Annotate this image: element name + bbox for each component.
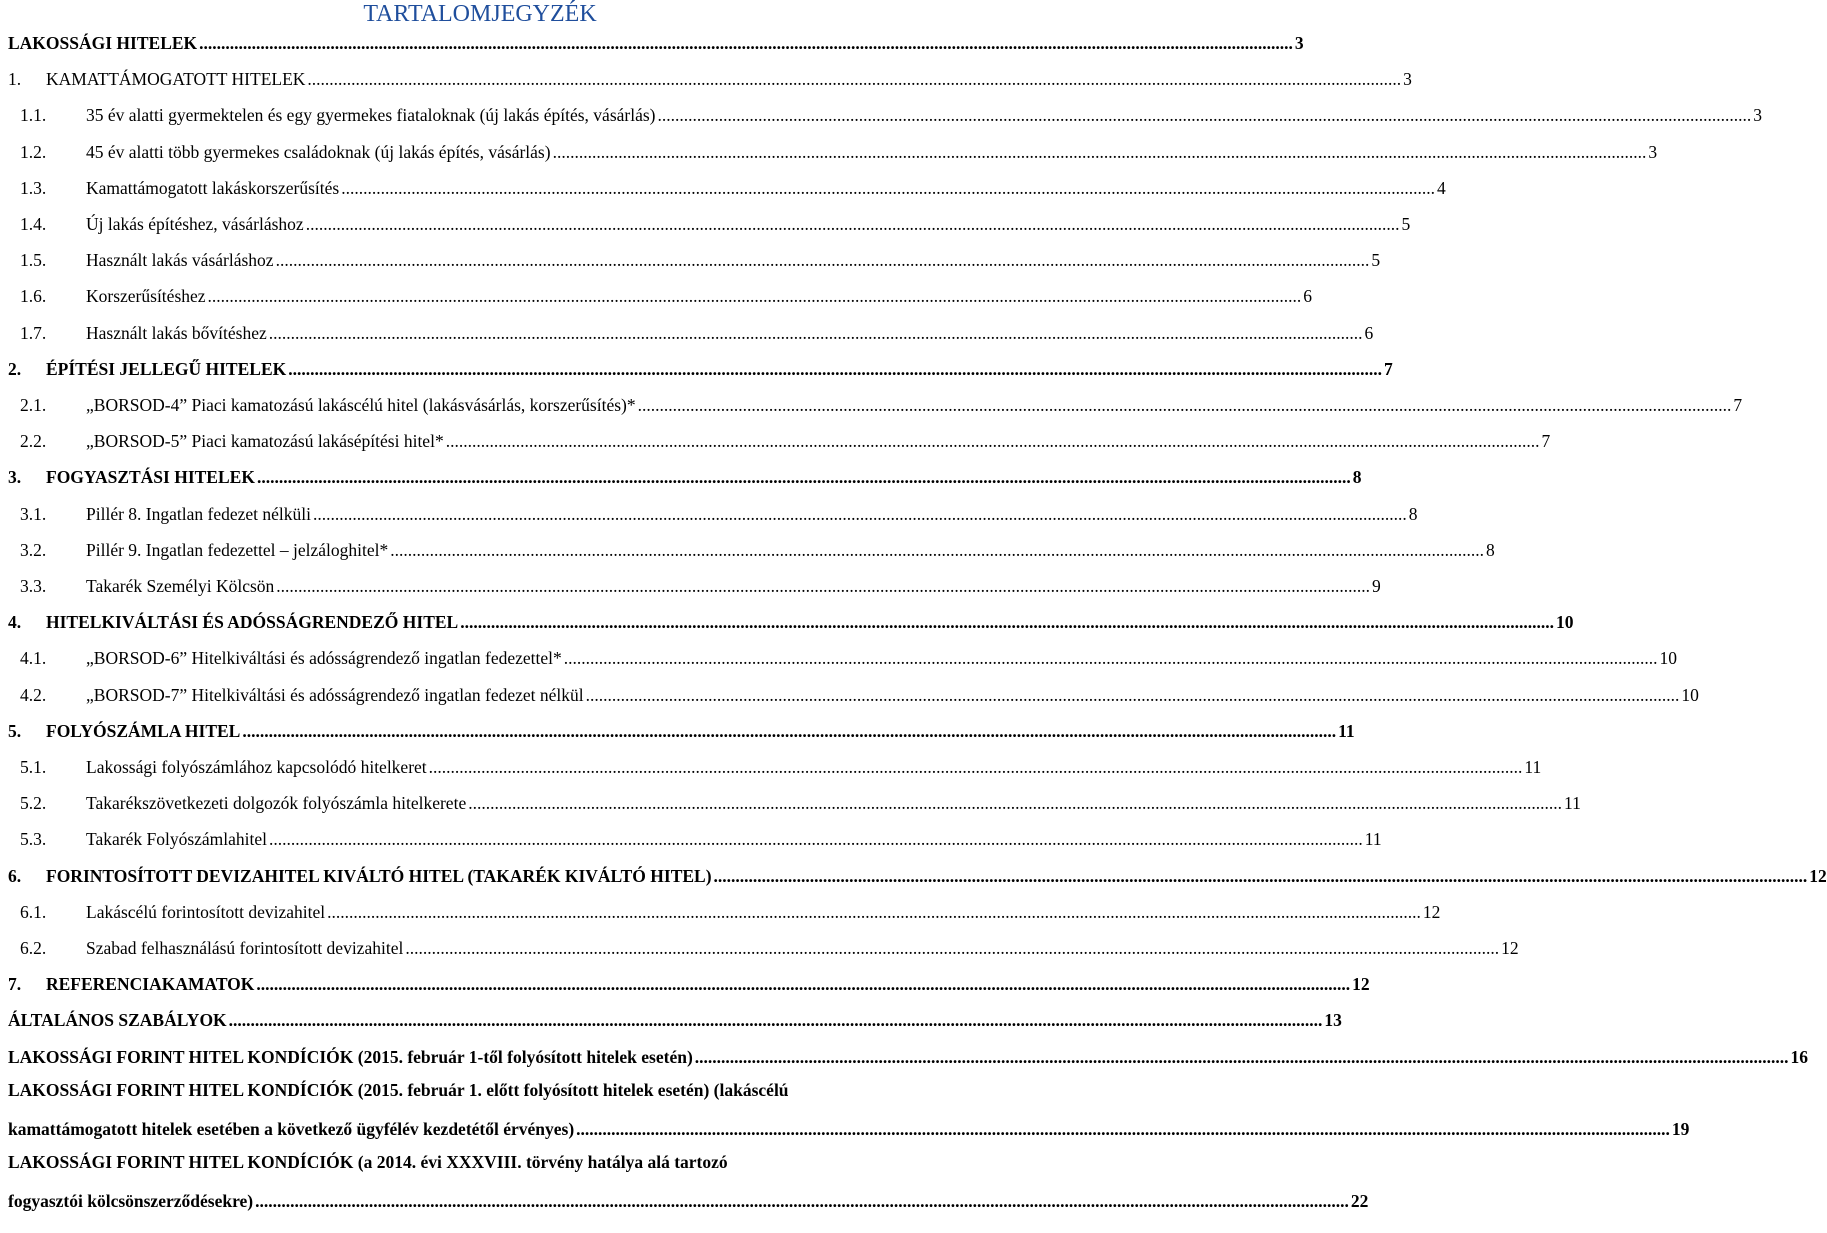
toc-entry-page: 3 (1294, 33, 1304, 53)
dot-leader (257, 467, 1351, 488)
toc-entry-page: 8 (1352, 467, 1362, 488)
toc-entry-number: 2.2. (20, 431, 47, 452)
toc-entry-page: 5 (1401, 214, 1411, 234)
toc-entry-number: 3.1. (20, 503, 47, 524)
toc-entry-title: „BORSOD-6” Hitelkiváltási és adósságrendező ingatlan fedezettel* (86, 648, 562, 669)
toc-entry-page: 10 (1555, 612, 1574, 633)
toc-entry-title: Pillér 8. Ingatlan fedezet nélküli (86, 503, 311, 524)
toc-entry-number: 1.2. (20, 141, 47, 162)
toc-entry-title: LAKOSSÁGI FORINT HITEL KONDÍCIÓK (2015. február 1-től folyósított hitelek esetén) (8, 1046, 693, 1067)
dot-leader (638, 395, 1732, 416)
dot-leader (429, 757, 1523, 778)
toc-entry[interactable] (0, 935, 1519, 959)
dot-leader (276, 576, 1370, 597)
toc-entry-number: 3.3. (20, 576, 47, 596)
dot-leader (242, 721, 1336, 742)
dot-leader (199, 33, 1293, 54)
toc-entry-number: 6.2. (20, 938, 47, 958)
toc-entry[interactable] (0, 754, 1542, 778)
toc-entry-page: 10 (1659, 648, 1677, 669)
dot-leader (269, 323, 1363, 344)
dot-leader (564, 648, 1658, 669)
toc-entry-title: FOGYASZTÁSI HITELEK (46, 467, 255, 488)
toc-entry-number: 1.3. (20, 177, 47, 198)
dot-leader (256, 974, 1350, 995)
toc-entry-title: kamattámogatott hitelek esetében a következő ügyfélév kezdetétől érvényes) (8, 1119, 575, 1139)
toc-entry-number: 4. (8, 612, 22, 633)
dot-leader (269, 829, 1363, 850)
toc-entry-number: 3. (8, 467, 22, 488)
toc-entry-page: 3 (1648, 141, 1658, 162)
toc-entry-title: HITELKIVÁLTÁSI ÉS ADÓSSÁGRENDEZŐ HITEL (46, 612, 459, 633)
toc-entry-title: Kamattámogatott lakáskorszerűsítés (86, 177, 340, 198)
dot-leader (576, 1119, 1670, 1140)
dot-leader (460, 612, 1554, 633)
toc-entry-page: 13 (1324, 1010, 1342, 1031)
toc-entry-title: REFERENCIAKAMATOK (46, 974, 255, 995)
toc-entry-title: Takarék Személyi Kölcsön (86, 576, 275, 596)
toc-entry-title: fogyasztói kölcsönszerződésekre) (8, 1191, 254, 1212)
toc-entry-number: 5.1. (20, 757, 47, 777)
dot-leader (405, 938, 1499, 959)
toc-entry-title: KAMATTÁMOGATOTT HITELEK (46, 69, 306, 90)
toc-entry[interactable] (0, 682, 1699, 706)
toc-entry[interactable] (0, 356, 1393, 380)
toc-entry-page: 11 (1338, 720, 1355, 741)
toc-entry-title: Lakossági folyószámlához kapcsolódó hitelkeret (86, 757, 427, 777)
toc-entry-multiline-first[interactable]: LAKOSSÁGI FORINT HITEL KONDÍCIÓK (2015. február 1. előtt folyósított hitelek esetén) (lakáscélú (8, 1079, 789, 1100)
toc-entry[interactable] (0, 863, 1827, 887)
toc-entry-title: Használt lakás vásárláshoz (86, 250, 274, 271)
toc-entry-title: Használt lakás bővítéshez (86, 322, 267, 343)
toc-entry-title: Pillér 9. Ingatlan fedezettel – jelzáloghitel* (86, 539, 389, 560)
dot-leader (276, 250, 1370, 271)
toc-entry-number: 2. (8, 358, 22, 379)
toc-entry-multiline-first[interactable]: LAKOSSÁGI FORINT HITEL KONDÍCIÓK (a 2014. évi XXXVIII. törvény hatálya alá tartozó (8, 1152, 728, 1173)
toc-entry-page: 22 (1350, 1191, 1369, 1212)
dot-leader (341, 178, 1435, 199)
toc-entry[interactable] (0, 899, 1441, 923)
toc-entry-page: 12 (1352, 974, 1370, 995)
toc-entry[interactable] (0, 464, 1362, 488)
toc-entry-title: 35 év alatti gyermektelen és egy gyermekes fiataloknak (új lakás építés, vásárlás) (86, 105, 656, 126)
toc-entry-page: 11 (1364, 829, 1382, 850)
toc-entry[interactable] (0, 537, 1495, 561)
dot-leader (695, 1047, 1789, 1068)
toc-entry[interactable] (0, 501, 1418, 525)
toc-entry-title: ÁLTALÁNOS SZABÁLYOK (8, 1010, 227, 1031)
toc-entry-title: Lakáscélú forintosított devizahitel (86, 901, 326, 922)
toc-entry[interactable] (0, 718, 1355, 742)
toc-entry[interactable] (0, 175, 1446, 199)
toc-entry-number: 1.6. (20, 286, 47, 307)
toc-entry-page: 7 (1383, 358, 1393, 379)
toc-entry-page: 8 (1486, 539, 1495, 560)
toc-entry-number: 4.2. (20, 684, 47, 705)
toc-entry-multiline-second[interactable] (0, 1188, 1369, 1212)
toc-entry[interactable] (0, 283, 1313, 307)
dot-leader (468, 793, 1562, 814)
toc-entry[interactable] (0, 573, 1381, 597)
toc-entry-number: 6.1. (20, 901, 47, 922)
toc-entry-page: 6 (1303, 286, 1313, 307)
toc-entry-number: 1. (8, 69, 22, 90)
toc-entry[interactable] (0, 247, 1381, 271)
toc-entry-page: 10 (1681, 684, 1699, 705)
toc-title: TARTALOMJEGYZÉK (363, 1, 597, 27)
dot-leader (327, 902, 1421, 923)
toc-entry[interactable] (0, 1044, 1809, 1068)
toc-entry[interactable] (0, 609, 1574, 633)
toc-entry[interactable] (0, 66, 1412, 90)
toc-entry-page: 8 (1408, 503, 1418, 524)
toc-entry-title: „BORSOD-7” Hitelkiváltási és adósságrendező ingatlan fedezet nélkül (86, 684, 584, 705)
dot-leader (586, 685, 1680, 706)
toc-entry[interactable] (0, 428, 1551, 452)
dot-leader (658, 105, 1752, 126)
toc-entry-title: Korszerűsítéshez (86, 286, 206, 307)
toc-entry-number: 4.1. (20, 648, 47, 669)
toc-entry-page: 4 (1436, 177, 1446, 198)
toc-entry[interactable] (0, 102, 1763, 126)
toc-entry-number: 1.5. (20, 250, 47, 271)
toc-entry-page: 7 (1733, 395, 1743, 415)
toc-entry-title: Új lakás építéshez, vásárláshoz (86, 214, 304, 234)
toc-entry-page: 3 (1753, 105, 1763, 126)
dot-leader (255, 1191, 1349, 1212)
toc-entry-title: Szabad felhasználású forintosított devizahitel (86, 938, 404, 958)
toc-entry-multiline-second[interactable] (0, 1116, 1690, 1140)
toc-entry[interactable] (0, 971, 1370, 995)
toc-entry-page: 6 (1364, 322, 1374, 343)
toc-entry-title: 45 év alatti több gyermekes családoknak (új lakás építés, vásárlás) (86, 141, 551, 162)
toc-entry-page: 3 (1403, 69, 1412, 90)
dot-leader (446, 431, 1540, 452)
toc-entry-title: FORINTOSÍTOTT DEVIZAHITEL KIVÁLTÓ HITEL (TAKARÉK KIVÁLTÓ HITEL) (46, 865, 712, 886)
toc-entry-page: 16 (1790, 1046, 1809, 1067)
toc-entry-page: 11 (1563, 793, 1581, 814)
dot-leader (288, 359, 1382, 380)
toc-entry-number: 2.1. (20, 395, 47, 415)
toc-entry-number: 3.2. (20, 539, 47, 560)
toc-entry[interactable] (0, 1007, 1342, 1031)
toc-entry-page: 7 (1541, 431, 1551, 452)
toc-entry-number: 5. (8, 720, 22, 741)
toc-entry-page: 12 (1809, 865, 1827, 886)
toc-entry-title: Takarékszövetkezeti dolgozók folyószámla hitelkerete (86, 793, 467, 814)
toc-entry-title: Takarék Folyószámlahitel (86, 829, 268, 850)
toc-entry-page: 12 (1422, 901, 1441, 922)
toc-entry-number: 5.2. (20, 793, 47, 814)
toc-entry[interactable] (0, 30, 1304, 54)
toc-entry-page: 12 (1501, 938, 1519, 958)
toc-entry[interactable] (0, 790, 1581, 814)
toc-entry-number: 1.7. (20, 322, 47, 343)
toc-entry-number: 1.1. (20, 105, 47, 126)
toc-entry-number: 1.4. (20, 214, 47, 234)
toc-entry-page: 5 (1371, 250, 1381, 271)
toc-entry-title: ÉPÍTÉSI JELLEGŰ HITELEK (46, 358, 287, 379)
toc-entry[interactable] (0, 826, 1382, 850)
toc-entry-page: 19 (1671, 1119, 1690, 1139)
dot-leader (306, 214, 1400, 235)
toc-entry[interactable] (0, 211, 1411, 235)
dot-leader (313, 504, 1407, 525)
toc-entry-title: LAKOSSÁGI HITELEK (8, 33, 198, 53)
toc-entry-title: „BORSOD-4” Piaci kamatozású lakáscélú hitel (lakásvásárlás, korszerűsítés)* (86, 395, 636, 415)
toc-entry-page: 9 (1372, 576, 1381, 596)
toc-entry-title: „BORSOD-5” Piaci kamatozású lakásépítési hitel* (86, 431, 444, 452)
dot-leader (208, 286, 1302, 307)
dot-leader (229, 1010, 1323, 1031)
dot-leader (390, 540, 1484, 561)
toc-entry-page: 11 (1524, 757, 1542, 777)
toc-entry[interactable] (0, 320, 1374, 344)
toc-entry-number: 7. (8, 974, 22, 995)
dot-leader (307, 69, 1401, 90)
toc-entry-number: 6. (8, 865, 22, 886)
toc-entry[interactable] (0, 139, 1658, 163)
toc-entry-number: 5.3. (20, 829, 47, 850)
toc-entry-title: FOLYÓSZÁMLA HITEL (46, 720, 241, 741)
dot-leader (553, 142, 1647, 163)
toc-entry[interactable] (0, 392, 1743, 416)
toc-entry[interactable] (0, 645, 1677, 669)
dot-leader (714, 866, 1808, 887)
